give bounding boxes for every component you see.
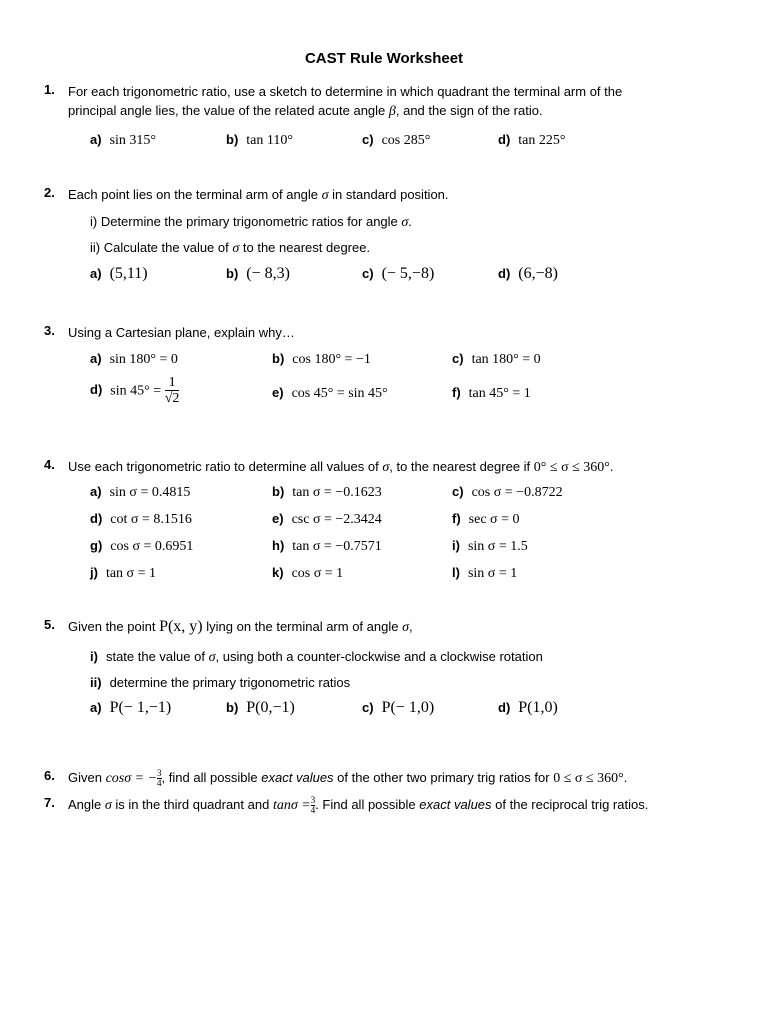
list-item: c) (− 5,−8) (362, 265, 435, 282)
question-number: 4. (44, 457, 55, 472)
list-item: d) sin 45° = $\frac{1}{√2}$ (90, 375, 180, 406)
list-item: h) tan σ = −0.7571 (272, 538, 382, 554)
list-item: c) cos 285° (362, 132, 431, 148)
question-text: Angle σ is in the third quadrant and tanσ = $\frac{3}{4}$. Find all possible exact values of the reciprocal trig ratios. (68, 795, 649, 816)
list-item: c) tan 180° = 0 (452, 351, 541, 367)
list-item: a) sin 180° = 0 (90, 351, 178, 367)
list-item: b) cos 180° = −1 (272, 351, 371, 367)
list-item: f) sec σ = 0 (452, 511, 520, 527)
question-text: Given cosσ = − $\frac{3}{4}$, find all possible exact values of the other two primary trig ratios for 0 ≤ σ ≤ 360°. (68, 768, 628, 789)
sub-question-ii: ii) Calculate the value of σ to the nearest degree. (90, 240, 371, 256)
sub-question-i: i) state the value of σ, using both a counter-clockwise and a clockwise rotation (90, 649, 543, 665)
list-item: d) tan 225° (498, 132, 566, 148)
list-item: d) (6,−8) (498, 265, 558, 282)
beta-symbol: β (388, 104, 396, 119)
list-item: b) tan 110° (226, 132, 293, 148)
sub-question-i: i) Determine the primary trigonometric ratios for angle σ. (90, 214, 412, 230)
fraction: $\frac{3}{4}$ (310, 795, 316, 816)
question-number: 6. (44, 768, 55, 783)
list-item: d) cot σ = 8.1516 (90, 511, 192, 527)
page-title: CAST Rule Worksheet (304, 50, 464, 67)
question-number: 5. (44, 617, 55, 632)
list-item: f) tan 45° = 1 (452, 385, 531, 401)
fraction: $\frac{3}{4}$ (157, 768, 162, 789)
list-item: b) (− 8,3) (226, 265, 290, 282)
list-item: g) cos σ = 0.6951 (90, 538, 194, 554)
question-number: 1. (44, 82, 55, 97)
list-item: a) (5,11) (90, 265, 148, 282)
list-item: b) tan σ = −0.1623 (272, 484, 382, 500)
question-text-line2: principal angle lies, the value of the related acute angle β, and the sign of the ratio. (68, 103, 543, 119)
list-item: i) sin σ = 1.5 (452, 538, 528, 554)
question-number: 2. (44, 185, 55, 200)
question-text: For each trigonometric ratio, use a sketch to determine in which quadrant the terminal arm of the (68, 84, 623, 99)
list-item: e) csc σ = −2.3424 (272, 511, 382, 527)
sub-question-ii: ii) determine the primary trigonometric ratios (90, 675, 351, 690)
question-text: Given the point P(x, y) lying on the terminal arm of angle σ, (68, 618, 413, 635)
question-text: Use each trigonometric ratio to determine all values of σ, to the nearest degree if 0° ≤ σ ≤ 360°. (68, 459, 614, 475)
question-text: Using a Cartesian plane, explain why… (68, 325, 295, 340)
fraction: $\frac{1}{√2}$ (164, 375, 180, 406)
question-text: Each point lies on the terminal arm of angle σ in standard position. (68, 187, 449, 203)
list-item: a) sin 315° (90, 132, 156, 148)
list-item: k) cos σ = 1 (272, 565, 344, 581)
list-item: c) P(− 1,0) (362, 699, 435, 716)
list-item: d) P(1,0) (498, 699, 558, 716)
list-item: a) sin σ = 0.4815 (90, 484, 191, 500)
list-item: j) tan σ = 1 (90, 565, 156, 581)
list-item: c) cos σ = −0.8722 (452, 484, 563, 500)
list-item: e) cos 45° = sin 45° (272, 385, 388, 401)
list-item: b) P(0,−1) (226, 699, 295, 716)
question-number: 7. (44, 795, 55, 810)
question-number: 3. (44, 323, 55, 338)
list-item: a) P(− 1,−1) (90, 699, 172, 716)
list-item: l) sin σ = 1 (452, 565, 518, 581)
